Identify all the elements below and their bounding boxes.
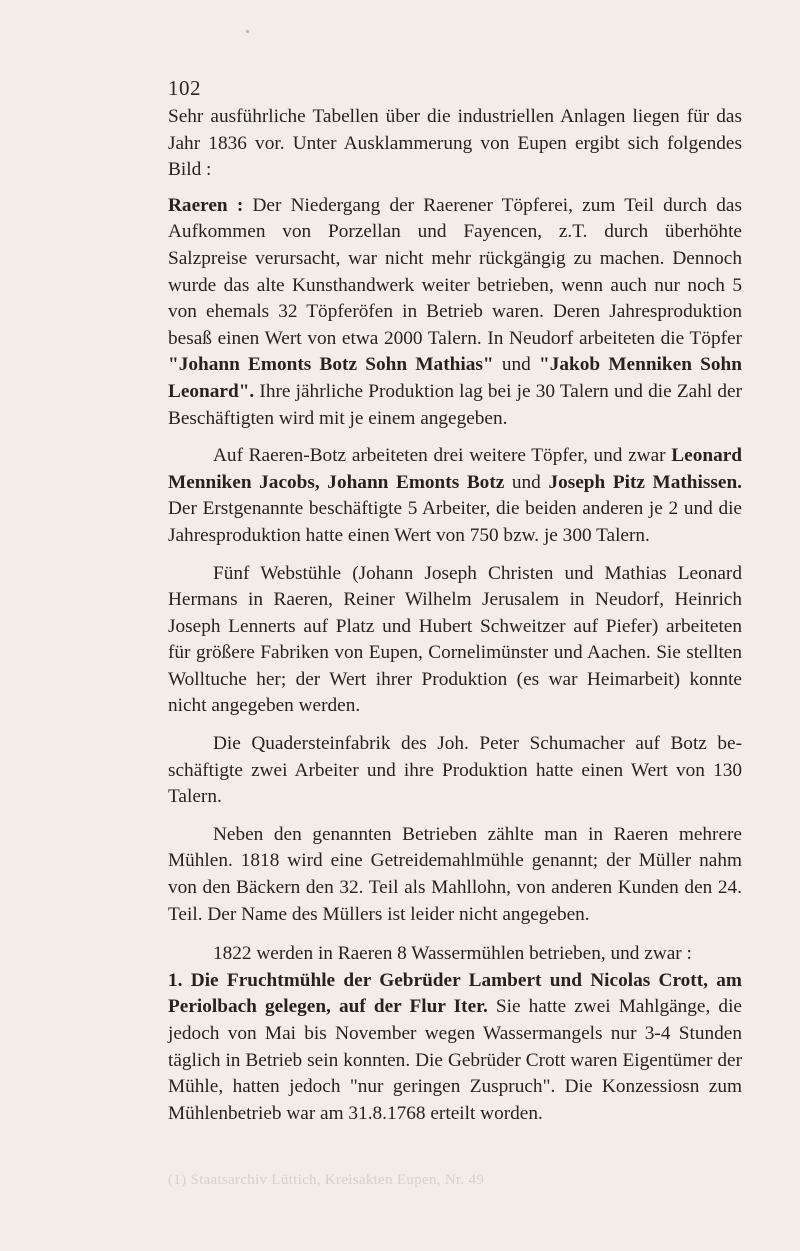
text-run: Ihre jährliche Produktion lag bei je 30 Talern und die Zahl der Beschäftigten wird mit je einem angegeben.	[168, 380, 742, 429]
text-run: und	[493, 354, 540, 376]
bold-text: Leonard Menniken Jacobs, Johann Emonts Botz	[168, 445, 742, 493]
bold-text: 1. Die Fruchtmühle der Gebrüder Lambert und Nicolas Crott, am Periolbach gelegen, auf der Flur Iter.	[168, 969, 742, 1018]
paragraph-muehlen	[168, 822, 742, 928]
paragraph-raeren-botz	[168, 443, 742, 549]
text-run: Neben den genannten Betrieben zählte man in Raeren mehrere Mühlen. 1818 wird eine Getreidemahlmühle genannt; der Müller nahm von den Bäckern den 32. Teil als Mahllohn, von anderen Kunden den 24. Teil. Der Name des Müllers ist leider nicht angegeben.	[168, 823, 742, 925]
body-text	[168, 104, 742, 1127]
footnote-bleedthrough: (1) Staatsarchiv Lüttich, Kreisakten Eupen, Nr. 49	[168, 1172, 485, 1188]
paragraph-fruchtmuehle	[168, 968, 742, 1128]
bold-text: Joseph Pitz Mathissen.	[548, 471, 742, 493]
text-run: Der Niedergang der Raerener Töpferei, zum Teil durch das Aufkommen von Porzellan und Fayencen, z.T. durch überhöhte Salzpreise verursacht, war nicht mehr rückgängig zu machen. Dennoch wurde das alte Kunsthandwerk weiter betrieben, wenn auch nur noch 5 von ehemals 32 Töpferöfen in Betrieb waren. Deren Jahresproduktion besaß einen Wert von etwa 2000 Talern. In Neudorf arbeiteten die Töpfer	[168, 194, 742, 349]
paragraph-quadersteinfabrik	[168, 731, 742, 811]
bold-text: Raeren :	[168, 194, 244, 216]
paper-speck	[246, 30, 249, 33]
text-run: Sehr ausführliche Tabellen über die industriellen Anlagen liegen für das Jahr 1836 vor. Unter Ausklammerung von Eupen ergibt sich folgendes Bild :	[168, 106, 742, 181]
paragraph-raeren	[168, 193, 742, 432]
text-run: Die Quadersteinfabrik des Joh. Peter Schumacher auf Botz beschäftigte zwei Arbeiter und ihre Produktion hatte einen Wert von 130 Talern.	[168, 733, 742, 808]
bold-text: "Jakob Menniken Sohn Leonard".	[168, 354, 742, 402]
text-run: und	[504, 471, 549, 493]
paragraph-webstuehle	[168, 561, 742, 721]
bold-text: "Johann Emonts Botz Sohn Mathias"	[168, 354, 494, 376]
text-run: Sie hatte zwei Mahlgänge, die jedoch von Mai bis November wegen Wassermangels nur 3-4 Stunden täglich in Betrieb sein konnten. Die Gebrüder Crott waren Eigentümer der Mühle, hatten jedoch "nur geringen Zuspruch". Die Konzessiosn zum Mühlenbetrieb war am 31.8.1768 erteilt worden.	[168, 996, 742, 1124]
text-run: Der Erstgenannte beschäftigte 5 Arbeiter, die beiden anderen je 2 und die Jahresproduktion hatte einen Wert von 750 bzw. je 300 Talern.	[168, 498, 742, 546]
text-run: Fünf Webstühle (Johann Joseph Christen und Mathias Leonard Hermans in Raeren, Reiner Wilhelm Jerusalem in Neudorf, Heinrich Joseph Lennerts auf Platz und Hubert Schweitzer auf Piefer) arbeiteten für größere Fabriken von Eupen, Cornelimünster und Aachen. Sie stellten Wolltuche her; der Wert ihrer Produktion (es war Heimarbeit) konnte nicht angegeben werden.	[168, 562, 742, 717]
paragraph-wassermuehlen	[168, 941, 742, 968]
text-run: Auf Raeren-Botz arbeiteten drei weitere Töpfer, und zwar	[213, 445, 672, 467]
text-run: 1822 werden in Raeren 8 Wassermühlen betrieben, und zwar :	[213, 943, 692, 965]
paragraph-intro	[168, 104, 742, 184]
page-number: 102	[168, 76, 201, 100]
